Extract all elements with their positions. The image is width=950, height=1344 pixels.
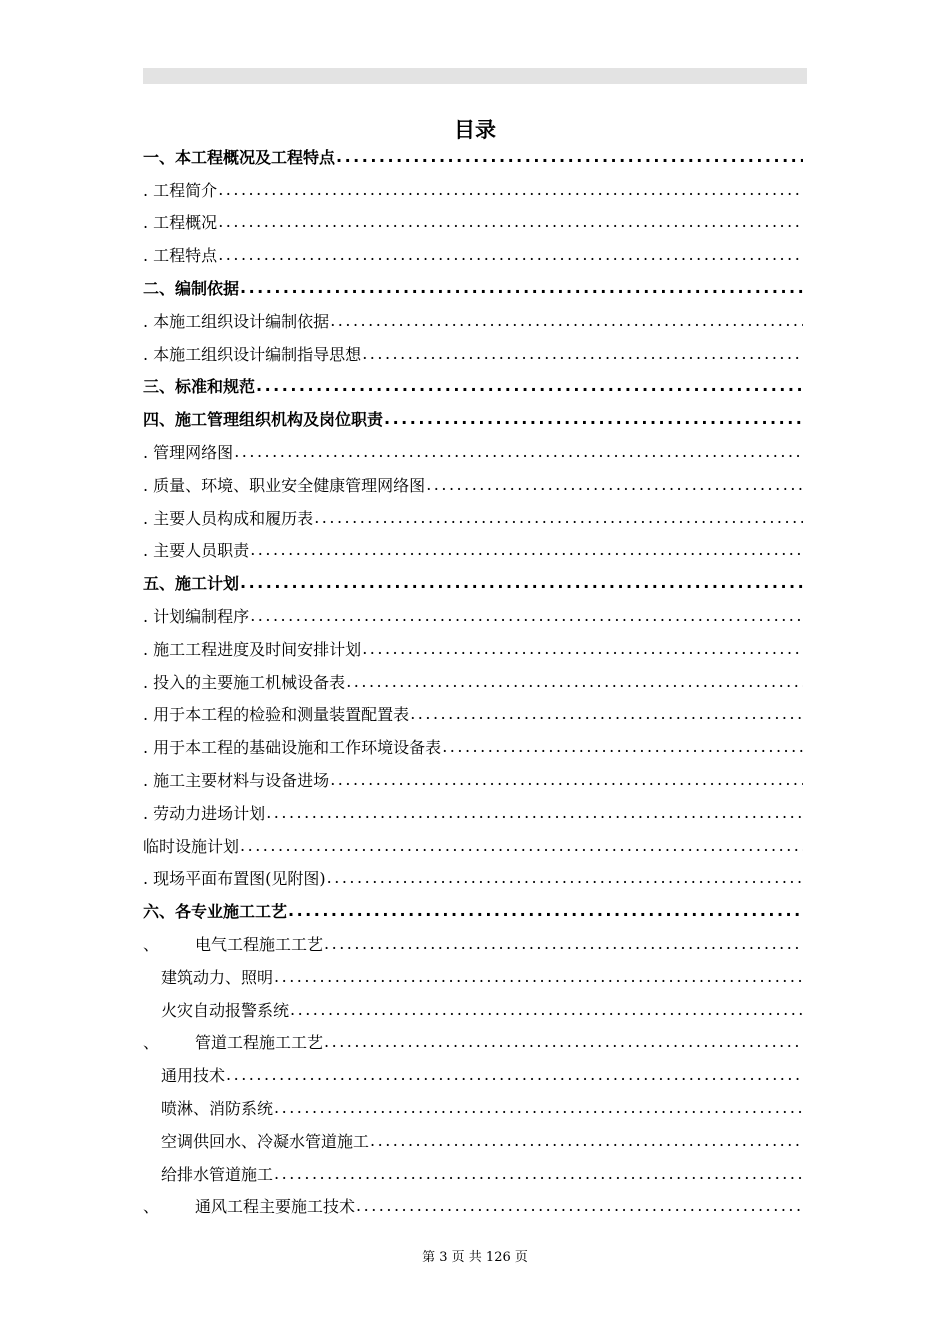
toc-leader-dots bbox=[218, 180, 803, 199]
toc-entry-label: 喷淋、消防系统 bbox=[161, 1099, 274, 1118]
toc-entry[interactable] bbox=[143, 632, 803, 665]
toc-leader-dots bbox=[226, 1065, 803, 1084]
toc-entry-label: 通用技术 bbox=[161, 1066, 226, 1086]
toc-entry[interactable] bbox=[143, 304, 803, 337]
toc-entry-label: 建筑动力、照明 bbox=[161, 967, 274, 987]
toc-leader-dots bbox=[240, 573, 803, 592]
toc-leader-dots bbox=[218, 212, 803, 231]
toc-entry[interactable] bbox=[143, 862, 803, 895]
toc-leader-dots bbox=[370, 1131, 803, 1150]
toc-entry[interactable] bbox=[143, 271, 803, 304]
toc-entry[interactable] bbox=[143, 1091, 803, 1124]
toc-entry-label: . 管理网络图 bbox=[143, 443, 234, 463]
toc-entry[interactable] bbox=[143, 140, 803, 173]
toc-leader-dots bbox=[330, 770, 803, 789]
toc-list bbox=[143, 140, 803, 1222]
toc-entry[interactable] bbox=[143, 599, 803, 632]
toc-entry[interactable] bbox=[143, 1190, 803, 1223]
toc-entry[interactable] bbox=[143, 337, 803, 370]
toc-entry-label: 给排水管道施工 bbox=[161, 1164, 274, 1184]
toc-entry-label: 三、标准和规范 bbox=[143, 377, 256, 397]
toc-entry-label: . 主要人员职责 bbox=[143, 541, 250, 561]
toc-leader-dots bbox=[336, 147, 803, 166]
toc-leader-dots bbox=[218, 245, 803, 264]
toc-entry[interactable] bbox=[143, 402, 803, 435]
toc-entry[interactable] bbox=[143, 960, 803, 993]
toc-entry-label: . 施工主要材料与设备进场 bbox=[143, 771, 330, 791]
toc-leader-dots bbox=[356, 1196, 803, 1215]
toc-entry-label: . 用于本工程的基础设施和工作环境设备表 bbox=[143, 738, 442, 758]
toc-entry[interactable] bbox=[143, 1157, 803, 1190]
toc-entry[interactable] bbox=[143, 1058, 803, 1091]
toc-entry-number: 、 bbox=[143, 935, 160, 955]
toc-entry-label: . 计划编制程序 bbox=[143, 607, 250, 627]
toc-entry[interactable] bbox=[143, 238, 803, 271]
toc-entry[interactable] bbox=[143, 763, 803, 796]
toc-entry-label: . 现场平面布置图(见附图) bbox=[143, 869, 326, 889]
toc-entry[interactable] bbox=[143, 370, 803, 403]
toc-entry-label: 一、本工程概况及工程特点 bbox=[143, 147, 336, 167]
toc-entry-label: 火灾自动报警系统 bbox=[161, 1000, 290, 1020]
toc-entry[interactable] bbox=[143, 993, 803, 1026]
toc-leader-dots bbox=[274, 967, 803, 986]
toc-leader-dots bbox=[240, 836, 803, 855]
toc-entry-label: 五、施工计划 bbox=[143, 574, 240, 594]
toc-entry-label: . 工程概况 bbox=[143, 213, 218, 233]
toc-leader-dots bbox=[384, 409, 803, 428]
toc-entry-label: 管道工程施工工艺 bbox=[195, 1033, 324, 1053]
toc-entry[interactable] bbox=[143, 206, 803, 239]
toc-entry-label: 二、编制依据 bbox=[143, 279, 240, 299]
toc-leader-dots bbox=[288, 901, 803, 920]
toc-entry[interactable] bbox=[143, 665, 803, 698]
toc-leader-dots bbox=[324, 1032, 803, 1051]
toc-entry[interactable] bbox=[143, 698, 803, 731]
toc-leader-dots bbox=[274, 1098, 803, 1117]
toc-leader-dots bbox=[250, 606, 803, 625]
toc-entry-label: . 工程简介 bbox=[143, 180, 218, 200]
toc-entry[interactable] bbox=[143, 566, 803, 599]
toc-leader-dots bbox=[410, 704, 803, 723]
toc-entry[interactable] bbox=[143, 1124, 803, 1157]
toc-entry-label: . 本施工组织设计编制指导思想 bbox=[143, 344, 362, 364]
toc-leader-dots bbox=[256, 376, 803, 395]
toc-leader-dots bbox=[234, 442, 803, 461]
page-footer: 第 3 页 共 126 页 bbox=[422, 1250, 528, 1265]
toc-leader-dots bbox=[314, 508, 803, 527]
toc-leader-dots bbox=[346, 672, 803, 691]
header-bar bbox=[143, 68, 807, 84]
toc-entry[interactable] bbox=[143, 501, 803, 534]
toc-entry[interactable] bbox=[143, 730, 803, 763]
toc-entry[interactable] bbox=[143, 796, 803, 829]
toc-leader-dots bbox=[442, 737, 803, 756]
toc-leader-dots bbox=[362, 639, 803, 658]
toc-entry-label: . 投入的主要施工机械设备表 bbox=[143, 672, 346, 692]
toc-leader-dots bbox=[330, 311, 803, 330]
toc-entry[interactable] bbox=[143, 829, 803, 862]
toc-entry[interactable] bbox=[143, 173, 803, 206]
toc-entry[interactable] bbox=[143, 1026, 803, 1059]
toc-leader-dots bbox=[274, 1164, 803, 1183]
toc-entry-label: 六、各专业施工工艺 bbox=[143, 902, 288, 922]
toc-entry[interactable] bbox=[143, 534, 803, 567]
toc-entry-label: . 施工工程进度及时间安排计划 bbox=[143, 639, 362, 659]
toc-entry[interactable] bbox=[143, 894, 803, 927]
toc-leader-dots bbox=[250, 540, 803, 559]
toc-leader-dots bbox=[240, 278, 803, 297]
toc-entry-label: 空调供回水、冷凝水管道施工 bbox=[161, 1131, 370, 1151]
toc-entry-label: . 劳动力进场计划 bbox=[143, 803, 266, 823]
toc-leader-dots bbox=[266, 803, 803, 822]
toc-entry[interactable] bbox=[143, 927, 803, 960]
toc-entry-label: 通风工程主要施工技术 bbox=[195, 1197, 356, 1217]
toc-entry-label: . 工程特点 bbox=[143, 246, 218, 266]
page-title: 目录 bbox=[454, 118, 496, 142]
toc-entry-number: 、 bbox=[143, 1197, 160, 1217]
toc-leader-dots bbox=[426, 475, 803, 494]
toc-entry[interactable] bbox=[143, 468, 803, 501]
toc-entry[interactable] bbox=[143, 435, 803, 468]
toc-leader-dots bbox=[362, 344, 803, 363]
toc-entry-label: 四、施工管理组织机构及岗位职责 bbox=[143, 410, 384, 430]
toc-leader-dots bbox=[290, 1000, 803, 1019]
toc-entry-label: . 主要人员构成和履历表 bbox=[143, 508, 314, 528]
toc-entry-label: . 用于本工程的检验和测量装置配置表 bbox=[143, 705, 410, 725]
toc-entry-label: . 质量、环境、职业安全健康管理网络图 bbox=[143, 475, 426, 495]
toc-entry-label: 临时设施计划 bbox=[143, 836, 240, 856]
toc-entry-label: . 本施工组织设计编制依据 bbox=[143, 311, 330, 331]
toc-entry-label: 电气工程施工工艺 bbox=[195, 935, 324, 955]
toc-leader-dots bbox=[324, 934, 803, 953]
toc-leader-dots bbox=[327, 868, 803, 887]
toc-entry-number: 、 bbox=[143, 1033, 160, 1053]
